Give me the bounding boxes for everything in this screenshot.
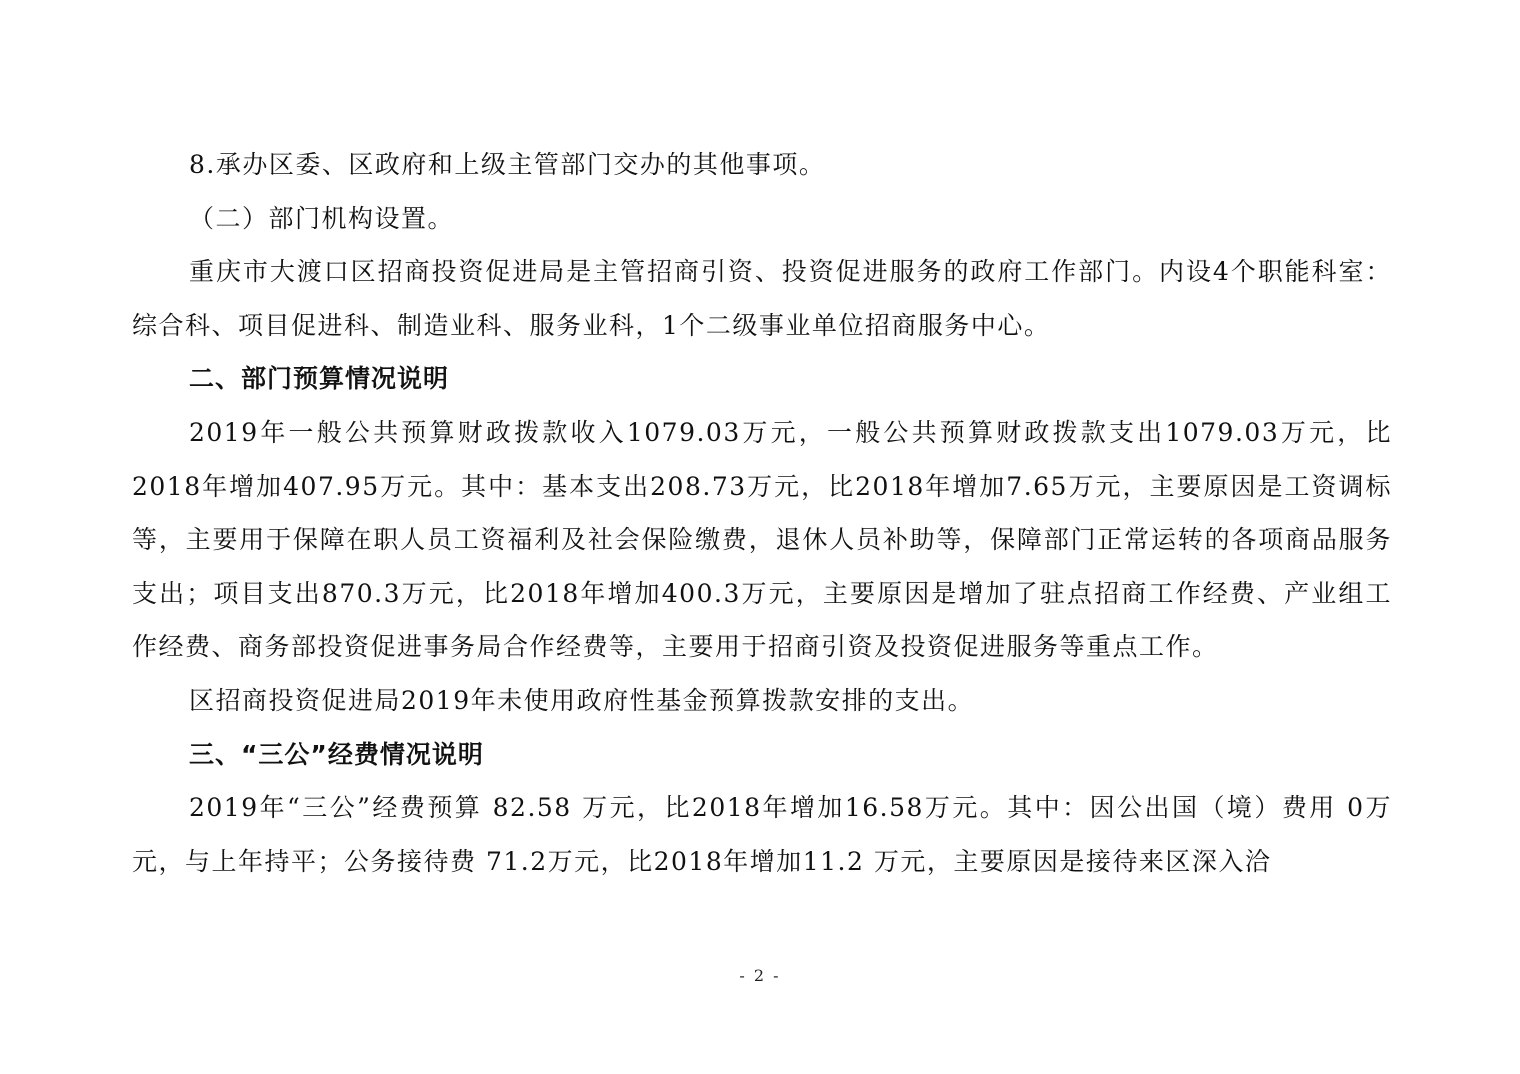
paragraph-item-8: 8.承办区委、区政府和上级主管部门交办的其他事项。 xyxy=(189,150,826,179)
section-subtitle-org-structure: （二）部门机构设置。 xyxy=(189,203,455,233)
section-heading-three-public: 三、“三公”经费情况说明 xyxy=(189,739,484,769)
paragraph-budget-details: 2019年一般公共预算财政拨款收入1079.03万元，一般公共预算财政拨款支出1079.03万元，比2018年增加407.95万元。其中：基本支出208.73万元，比2018年增加7.65万元，主要原因是工资调标等，主要用于保障在职人员工资福利及社会保险缴费，退休人员补助等，保障部门正常运转的各项商品服务支出；项目支出870.3万元，比2018年增加400.3万元，主要原因是增加了驻点招商工作经费、产业组工作经费、商务部投资促进事务局合作经费等，主要用于招商引资及投资促进服务等重点工作。 xyxy=(132,417,1392,662)
section-heading-budget: 二、部门预算情况说明 xyxy=(189,364,450,394)
paragraph-three-public-details: 2019年“三公”经费预算 82.58 万元，比2018年增加16.58万元。其中：因公出国（境）费用 0万元，与上年持平；公务接待费 71.2万元，比2018年增加11.2 万元，主要原因是接待来区深入洽 xyxy=(132,793,1392,876)
page-number: - 2 - xyxy=(739,966,781,985)
paragraph-fund-budget: 区招商投资促进局2019年未使用政府性基金预算拨款安排的支出。 xyxy=(189,685,975,715)
body-text xyxy=(132,138,1392,888)
paragraph-org-description: 重庆市大渡口区招商投资促进局是主管招商引资、投资促进服务的政府工作部门。内设4个职能科室：综合科、项目促进科、制造业科、服务业科，1个二级事业单位招商服务中心。 xyxy=(132,257,1392,340)
